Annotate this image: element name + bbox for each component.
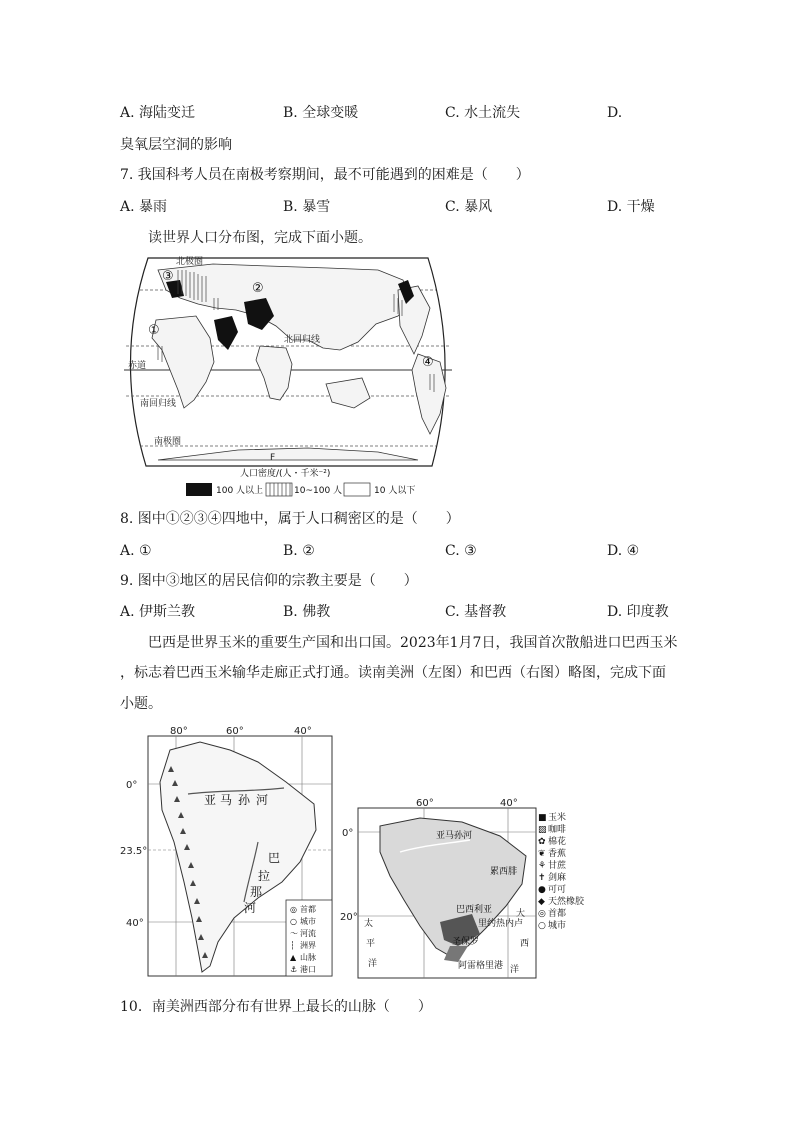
map2-legend-border: ┆ [290,941,295,950]
map1-legend-swatch-sparse [344,483,370,496]
map3-legend-cotton-icon: ✿ [538,837,546,847]
map2-lon-60: 60° [226,726,244,737]
q9-stem: 9. 图中③地区的居民信仰的宗教主要是（ ） [120,573,418,589]
map1-label-equator: 赤道 [128,361,147,371]
intro-brazil-line2: ，标志着巴西玉米输华走廊正式打通。读南美洲（左图）和巴西（右图）略图，完成下面 [120,665,666,681]
map3-legend-sisal-icon: ✝ [538,873,546,883]
map2-legend-port-label: 港口 [300,965,316,974]
map1-legend-dense: 100 人以上 [216,486,264,496]
map3-atlantic-1: 大 [516,909,526,919]
map2-place-sun: 孙 [238,793,251,807]
map2-place-ma: 马 [220,793,233,807]
q8-stem: 8. 图中①②③④四地中，属于人口稠密区的是（ ） [120,511,460,527]
map2-place-na: 那 [250,885,263,899]
map3-legend-rubber-icon: ◆ [538,897,545,907]
map3-legend-capital-icon: ◎ [538,909,546,919]
map3-legend-city-icon: ○ [538,921,546,931]
map3-legend-corn-icon: ■ [538,813,547,823]
map3-legend-coffee: 咖啡 [548,825,567,835]
map2-lon-80: 80° [170,726,188,737]
map2-legend-mountain-label: 山脉 [300,953,316,962]
map1-marker-4: ④ [422,355,434,370]
map2-legend-capital-label: 首都 [300,905,316,914]
map1-legend-sparse: 10 人以下 [374,486,416,496]
q6-option-d-text: 臭氧层空洞的影响 [120,137,232,153]
map2-legend-port: ⚓ [290,965,298,974]
map2-place-he2: 河 [244,901,257,915]
q7-stem: 7. 我国科考人员在南极考察期间，最不可能遇到的困难是（ ） [120,167,530,183]
intro-brazil-line3: 小题。 [120,696,162,712]
map1-label-tropic-cancer: 北回归线 [284,335,321,345]
map3-atlantic-3: 洋 [510,965,520,975]
map3-legend-sisal: 剑麻 [548,873,567,883]
map3-atlantic-2: 西 [520,939,530,949]
map2-place-la: 拉 [258,869,271,883]
map3-place-recife: 累西腓 [490,867,518,877]
map3-place-brasilia: 巴西利亚 [456,905,493,915]
map1-marker-2: ② [252,281,264,296]
map3-legend-cotton: 棉花 [548,837,567,847]
q7-option-d[interactable]: D. 干燥 [607,199,655,215]
map2-legend-city: ○ [290,917,297,926]
map2-lat-40: 40° [126,918,144,929]
map3-lat-0: 0° [342,828,354,839]
map1-label-antarctica: F [270,453,276,463]
map3-lat-20: 20° [340,912,358,923]
q9-option-d[interactable]: D. 印度教 [607,604,669,620]
map1-marker-3: ③ [162,269,174,284]
map2-lat-23-5: 23.5° [120,846,148,857]
brazil-map [340,796,620,982]
map2-place-ya: 亚 [204,793,217,807]
q6-option-d[interactable]: D. [607,105,623,121]
map1-legend-medium: 10~100 人 [294,486,343,496]
map3-pacific-1: 太 [364,919,374,929]
map1-label-antarctic: 南极圈 [154,437,182,447]
map3-legend-sugarcane-icon: ⚘ [538,861,547,871]
map3-legend-cocoa: 可可 [548,885,567,895]
map1-label-tropic-capricorn: 南回归线 [140,399,177,409]
intro-brazil-line1: 巴西是世界玉米的重要生产国和出口国。2023年1月7日，我国首次散船进口巴西玉米 [148,635,678,651]
map2-lat-0: 0° [126,780,138,791]
south-america-map [118,722,340,982]
map3-lon-60: 60° [416,798,434,809]
q9-option-b[interactable]: B. 佛教 [283,604,331,620]
map1-legend-swatch-dense [186,483,212,496]
q7-option-b[interactable]: B. 暴雪 [283,199,331,215]
map3-place-amazon: 亚马孙河 [436,831,473,841]
map3-lon-40: 40° [500,798,518,809]
map2-lon-40: 40° [294,726,312,737]
intro-world-population: 读世界人口分布图，完成下面小题。 [148,230,372,246]
q10-stem: 10．南美洲西部分布有世界上最长的山脉（ ） [120,999,432,1015]
map3-place-saopaulo: 圣保罗 [452,937,480,947]
map2-legend-city-label: 城市 [300,917,316,926]
q6-option-b[interactable]: B. 全球变暖 [283,105,359,121]
q9-option-c[interactable]: C. 基督教 [445,604,507,620]
map3-place-portoalegre: 阿雷格里港 [458,961,504,971]
map3-legend-banana: 香蕉 [548,849,567,859]
map2-legend-capital: ◎ [290,905,297,914]
map3-legend-cocoa-icon: ● [538,885,546,895]
map2-legend-border-label: 洲界 [300,941,316,950]
map3-legend-coffee-icon: ▨ [538,825,547,835]
map3-legend-rubber: 天然橡胶 [548,897,585,907]
map1-legend-title: 人口密度/(人・千米⁻²) [240,469,331,479]
q9-option-a[interactable]: A. 伊斯兰教 [120,604,196,620]
map2-place-he1: 河 [256,793,269,807]
q8-option-b[interactable]: B. ② [283,543,315,559]
map2-legend-river: 〜 [290,929,298,938]
map3-legend-corn: 玉米 [548,813,567,823]
map3-place-rio: 里约热内卢 [478,919,524,929]
world-population-map [118,250,458,500]
map3-legend-city: 城市 [548,921,567,931]
q6-option-a[interactable]: A. 海陆变迁 [120,105,196,121]
q7-option-a[interactable]: A. 暴雨 [120,199,168,215]
q8-option-a[interactable]: A. ① [120,543,152,559]
q8-option-c[interactable]: C. ③ [445,543,477,559]
q6-option-c[interactable]: C. 水土流失 [445,105,521,121]
q7-option-c[interactable]: C. 暴风 [445,199,493,215]
map3-legend-banana-icon: ❦ [538,849,546,859]
map2-place-ba: 巴 [268,851,281,865]
map1-label-arctic: 北极圈 [176,257,204,267]
map2-legend-mountain: ▲ [290,953,297,962]
map3-pacific-3: 洋 [368,959,378,969]
q8-option-d[interactable]: D. ④ [607,543,640,559]
map1-marker-1: ① [148,323,160,338]
map2-legend-river-label: 河流 [300,929,316,938]
map3-legend-capital: 首都 [548,909,567,919]
map3-pacific-2: 平 [366,939,376,949]
map3-legend-sugarcane: 甘蔗 [548,861,567,871]
